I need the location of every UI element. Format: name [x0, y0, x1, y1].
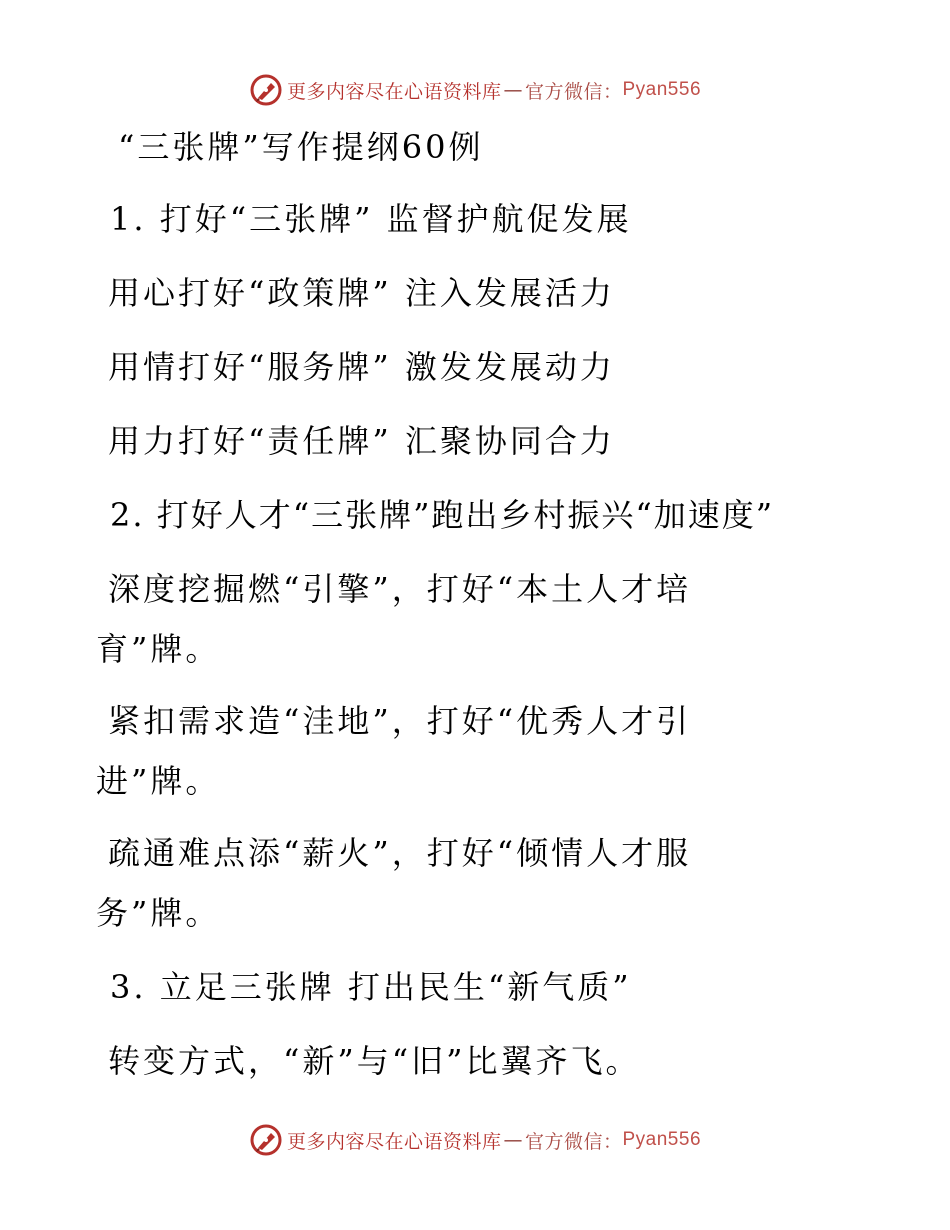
pen-logo-icon: [249, 73, 283, 107]
watermark-wechat-label: 官方微信：: [524, 80, 623, 103]
watermark-wechat-id: Pyan556: [622, 79, 702, 100]
body-line-continuation: 育”牌。: [96, 630, 221, 668]
document-title: “三张牌”写作提纲60例: [118, 128, 484, 166]
body-line: 用力打好“责任牌” 汇聚协同合力: [108, 422, 615, 460]
body-line: 用心打好“政策牌” 注入发展活力: [108, 274, 615, 312]
body-line: 深度挖掘燃“引擎”，打好“本土人才培: [108, 570, 692, 608]
body-line-continuation: 务”牌。: [96, 894, 221, 932]
watermark-site-text: 更多内容尽在心语资料库: [286, 80, 502, 103]
watermark-separator: —: [503, 79, 523, 101]
watermark-separator: —: [503, 1129, 523, 1151]
body-line: 紧扣需求造“洼地”，打好“优秀人才引: [108, 702, 692, 740]
pen-logo-icon: [249, 1123, 283, 1157]
heading-3: 3. 立足三张牌 打出民生“新气质”: [110, 968, 632, 1006]
body-line-continuation: 进”牌。: [96, 762, 221, 800]
watermark-wechat-label: 官方微信：: [524, 1130, 623, 1153]
header-watermark: [0, 72, 950, 108]
body-line: 转变方式，“新”与“旧”比翼齐飞。: [108, 1042, 641, 1080]
heading-1: 1. 打好“三张牌” 监督护航促发展: [110, 200, 632, 238]
body-line: 疏通难点添“薪火”，打好“倾情人才服: [108, 834, 692, 872]
watermark-site-text: 更多内容尽在心语资料库: [286, 1130, 502, 1153]
heading-2: 2. 打好人才“三张牌”跑出乡村振兴“加速度”: [110, 496, 775, 534]
body-line: 用情打好“服务牌” 激发发展动力: [108, 348, 615, 386]
watermark-wechat-id: Pyan556: [622, 1129, 702, 1150]
footer-watermark: [0, 1122, 950, 1158]
